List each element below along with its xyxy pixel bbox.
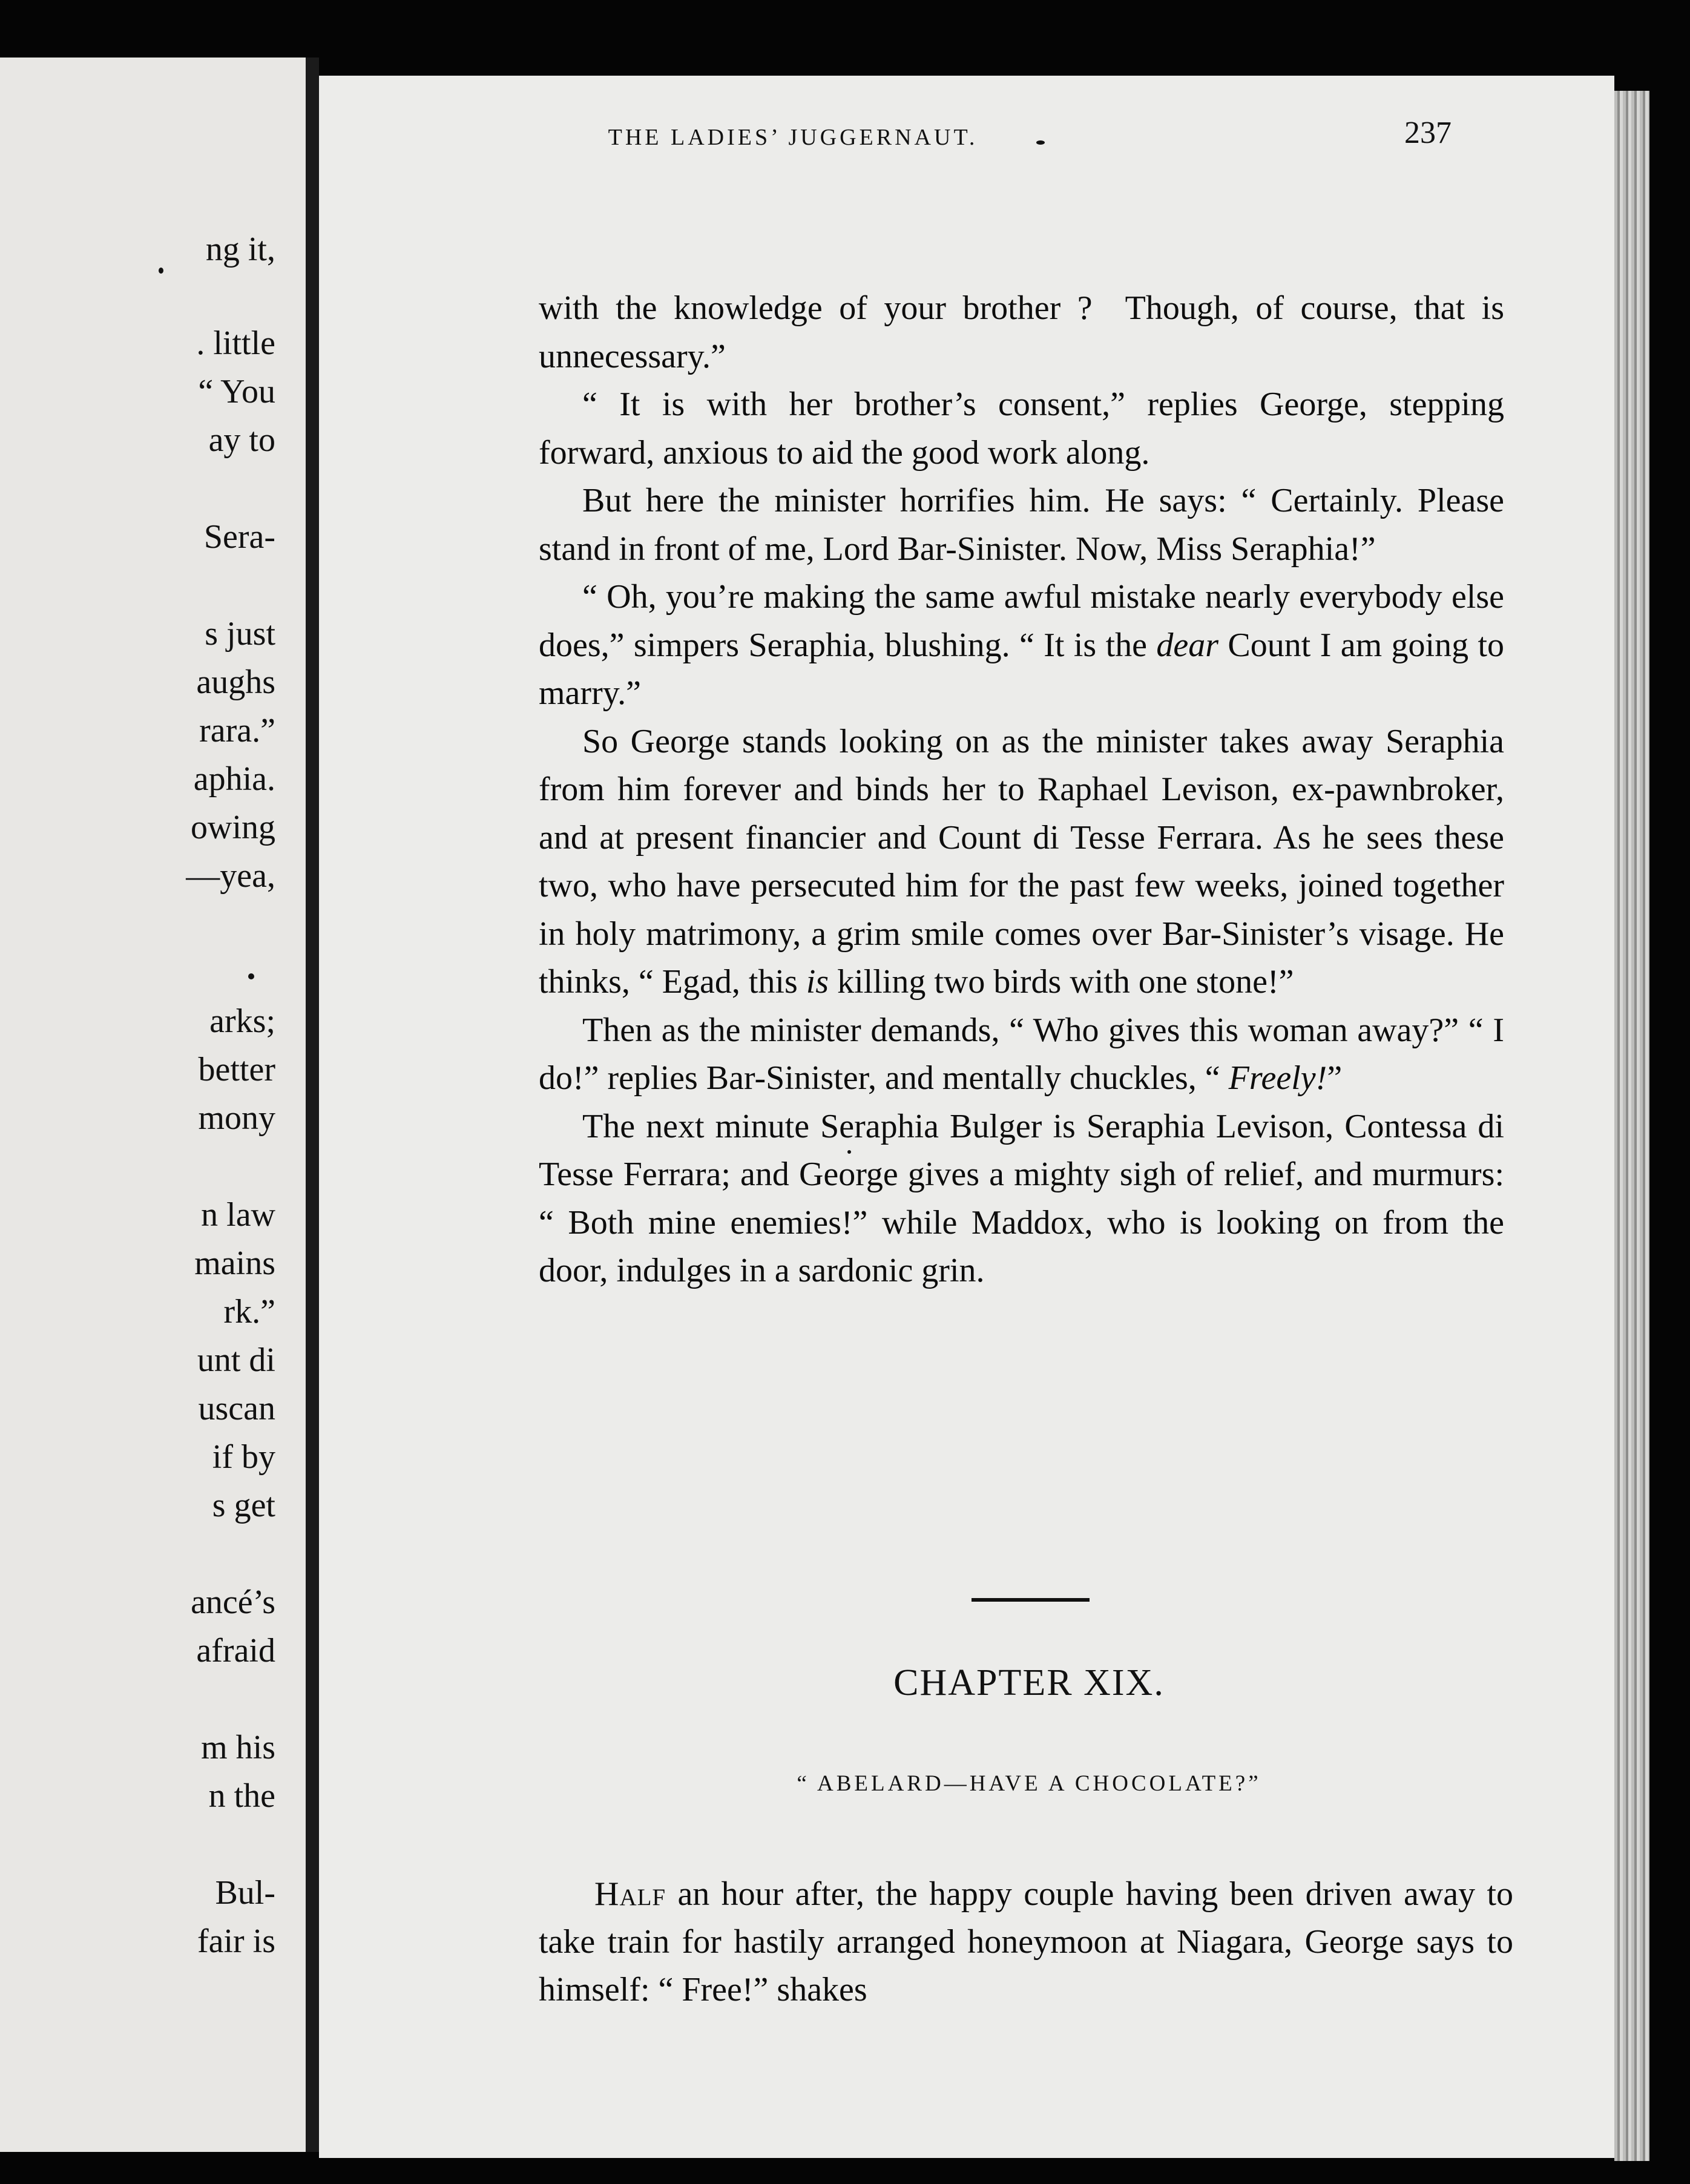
chapter-opening-paragraph xyxy=(539,1870,1513,2014)
chapter-subtitle: “ ABELARD—HAVE A CHOCOLATE?” xyxy=(797,1771,1261,1796)
left-page-line-fragment: fair is xyxy=(197,1923,275,1960)
left-facing-page xyxy=(0,58,306,2152)
running-head: THE LADIES’ JUGGERNAUT. xyxy=(608,125,978,150)
left-page-line-fragment: m his xyxy=(201,1729,275,1766)
book-gutter xyxy=(306,58,319,2152)
body-paragraph: Then as the minister demands, “ Who gives this woman away?” “ I do!” replies Bar-Sinister, and mentally chuckles, “ Freely!” xyxy=(539,1011,1504,1097)
body-paragraph: But here the minister horrifies him. He says: “ Certainly. Please stand in front of me, Lord Bar-Sinister. Now, Miss Seraphia!” xyxy=(539,482,1504,568)
chapter-opening-text xyxy=(539,1870,1513,2014)
left-page-line-fragment: unt di xyxy=(197,1341,275,1379)
left-page-line-fragment: ay to xyxy=(208,421,275,459)
left-page-line-fragment: n law xyxy=(201,1196,275,1234)
body-paragraph: The next minute Seraphia Bulger is Seraphia Levison, Contessa di Tesse Ferrara; and George gives a mighty sigh of relief, and murmurs: “ Both mine enemies!” while Maddox, who is looking on from the door, indulges in a sardonic grin. xyxy=(539,1107,1504,1289)
left-page-line-fragment: rk.” xyxy=(223,1293,275,1330)
left-page-line-fragment: if by xyxy=(212,1438,275,1476)
left-page-line-fragment: Sera- xyxy=(203,518,275,556)
section-divider-rule xyxy=(972,1598,1090,1602)
left-page-line-fragment: aughs xyxy=(196,663,275,701)
left-page-line-fragment: s just xyxy=(205,615,275,653)
left-page-line-fragment: rara.” xyxy=(199,712,275,749)
body-paragraph: “ Oh, you’re making the same awful mistake nearly everybody else does,” simpers Seraphia, blushing. “ It is the dear Count I am going to marry.” xyxy=(539,578,1504,712)
page-number: 237 xyxy=(1404,116,1452,150)
left-page-line-fragment: afraid xyxy=(196,1632,275,1669)
left-page-line-fragment: s get xyxy=(212,1487,275,1524)
left-page-line-fragment: mony xyxy=(198,1099,275,1137)
left-page-line-fragment: owing xyxy=(191,809,275,846)
body-paragraph: with the knowledge of your brother ? Though, of course, that is unnecessary.” xyxy=(539,289,1504,375)
body-paragraph: So George stands looking on as the minister takes away Seraphia from him forever and binds her to Raphael Levison, ex-pawnbroker, and at present financier and Count di Tesse Ferrara. As he sees these two, who have persecuted him for the past few weeks, joined together in holy matrimony, a grim smile comes over Bar-Sinister’s visage. He thinks, “ Egad, this is killing two birds with one stone!” xyxy=(539,722,1504,1001)
left-page-line-fragment: aphia. xyxy=(193,760,275,798)
left-page-line-fragment: ancé’s xyxy=(191,1584,275,1621)
opening-paragraph-text: an hour after, the happy couple having been driven away to take train for hastily arranged honeymoon at Niagara, George says to himself: “ Free!” shakes xyxy=(539,1875,1513,2008)
page-edge-stack xyxy=(1614,91,1649,2161)
left-page-line-fragment: Bul- xyxy=(215,1874,275,1912)
left-page-line-fragment: better xyxy=(198,1051,275,1088)
left-page-line-fragment: mains xyxy=(194,1245,275,1282)
chapter-title: CHAPTER XIX. xyxy=(893,1662,1165,1703)
left-page-line-fragment: “ You xyxy=(198,373,275,410)
body-text xyxy=(539,285,1504,1295)
left-page-line-fragment: uscan xyxy=(198,1390,275,1427)
left-page-line-fragment: n the xyxy=(208,1777,275,1815)
small-caps-opening-word: Half xyxy=(594,1875,666,1913)
left-page-line-fragment: arks; xyxy=(209,1002,275,1040)
body-paragraph: “ It is with her brother’s consent,” replies George, stepping forward, anxious to aid the good work along. xyxy=(539,386,1504,472)
scan-speck xyxy=(847,1150,851,1154)
left-page-line-fragment: . little xyxy=(196,324,275,362)
scan-speck xyxy=(1036,140,1045,145)
left-page-line-fragment: —yea, xyxy=(186,857,275,895)
scan-speck xyxy=(248,973,254,979)
scan-speck xyxy=(159,268,163,274)
left-page-line-fragment: ng it, xyxy=(205,231,275,268)
